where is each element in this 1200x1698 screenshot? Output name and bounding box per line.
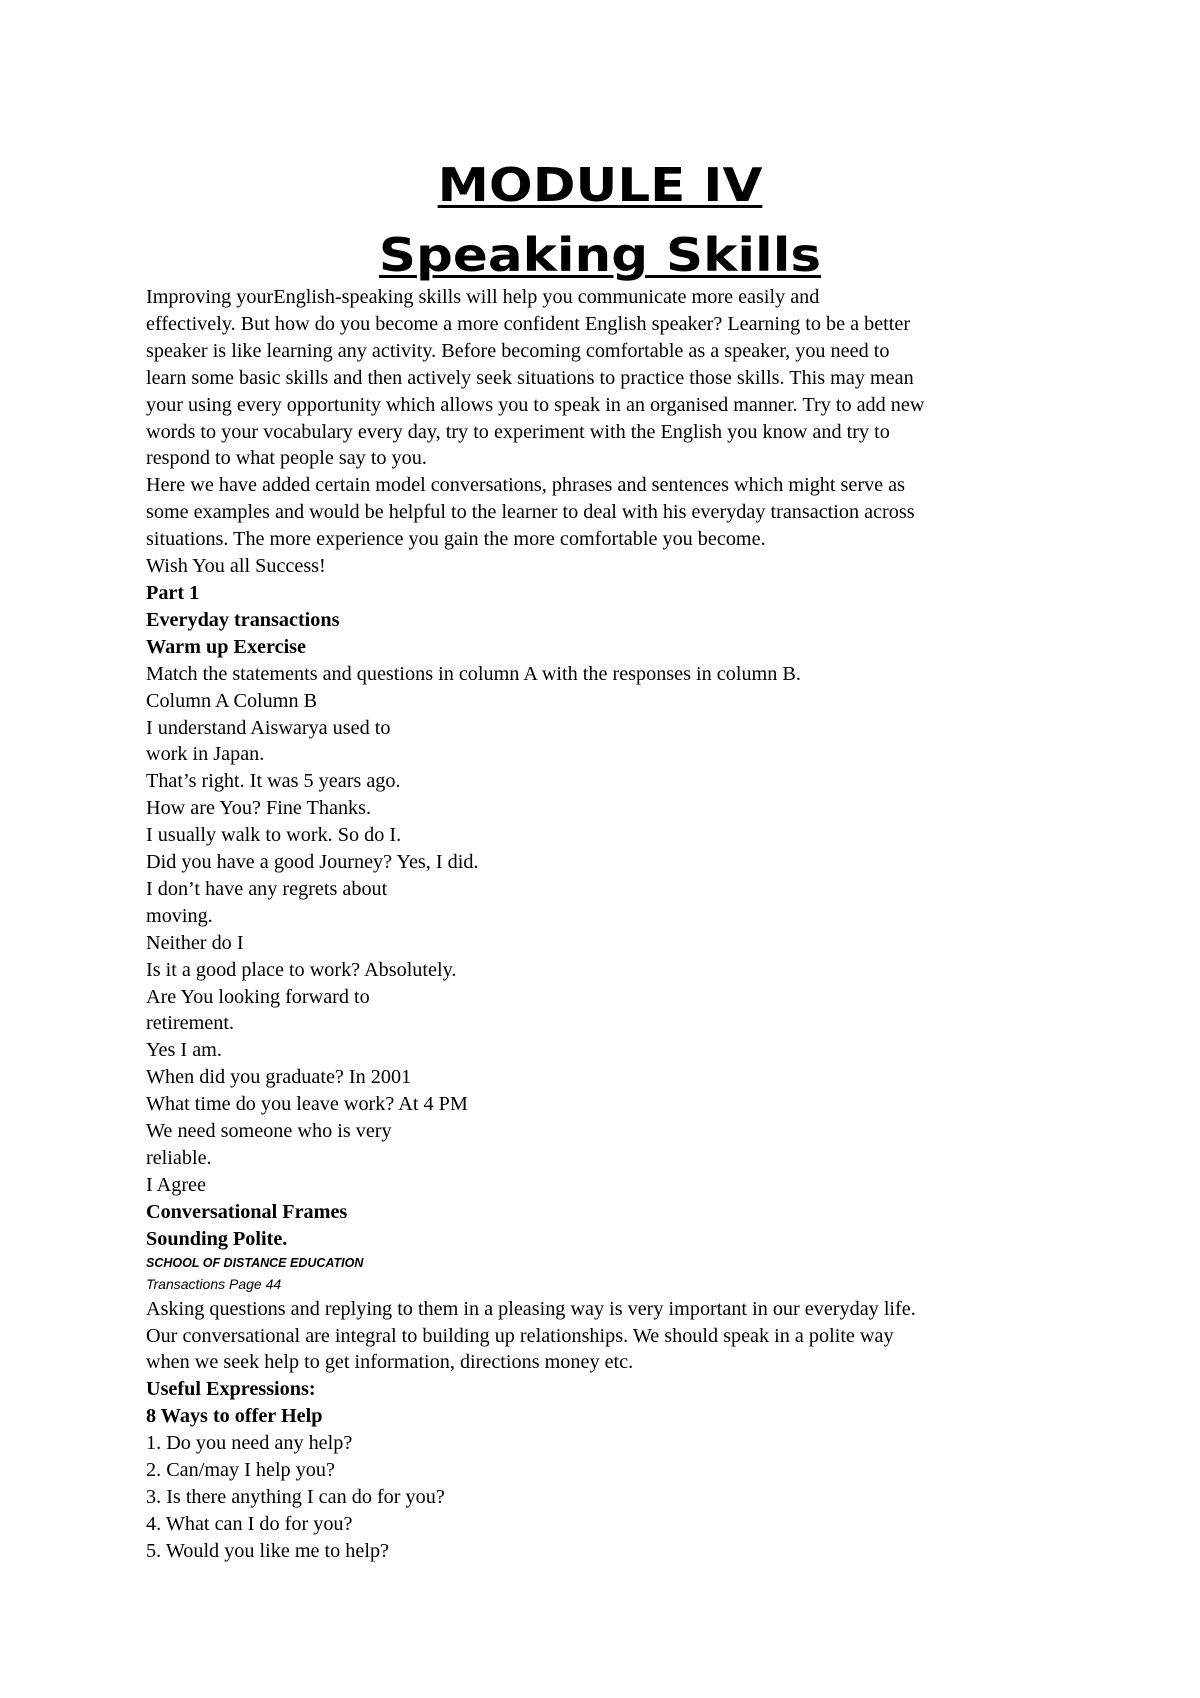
list-item: We need someone who is very	[146, 1120, 392, 1143]
expressions-heading: Useful Expressions:	[146, 1378, 316, 1401]
columns-label: Column A Column B	[146, 689, 318, 712]
document-body	[146, 284, 1066, 1565]
text-line: Our conversational are integral to building up relationships. We should speak in a polite way	[146, 1324, 894, 1347]
page-title: Speaking Skills	[378, 228, 822, 282]
list-item: work in Japan.	[146, 743, 265, 766]
list-item: That’s right. It was 5 years ago.	[146, 770, 401, 793]
text-line: speaker is like learning any activity. Before becoming comfortable as a speaker, you need to	[146, 339, 890, 362]
list-item: 5. Would you like me to help?	[146, 1539, 390, 1562]
list-item: moving.	[146, 904, 213, 927]
list-item: 4. What can I do for you?	[146, 1512, 353, 1535]
list-item: Are You looking forward to	[146, 985, 370, 1008]
list-item: Is it a good place to work? Absolutely.	[146, 958, 457, 981]
part-label: Part 1	[146, 581, 200, 604]
intro-paragraph	[146, 284, 1066, 580]
list-item: retirement.	[146, 1012, 234, 1035]
text-line: some examples and would be helpful to the learner to deal with his everyday transaction across	[146, 501, 915, 524]
list-item: 1. Do you need any help?	[146, 1432, 353, 1455]
exercise-list	[146, 715, 1066, 1199]
text-line: Improving yourEnglish-speaking skills will help you communicate more easily and	[146, 286, 820, 308]
text-line: learn some basic skills and then actively seek situations to practice those skills. This may mean	[146, 366, 914, 389]
list-item: How are You? Fine Thanks.	[146, 797, 372, 820]
school-footer: SCHOOL OF DISTANCE EDUCATION	[146, 1255, 364, 1270]
expressions-subheading: 8 Ways to offer Help	[146, 1405, 323, 1428]
list-item: I don’t have any regrets about	[146, 877, 388, 900]
page-footer: Transactions Page 44	[146, 1276, 282, 1293]
exercise-instruction: Match the statements and questions in column A with the responses in column B.	[146, 662, 801, 685]
module-title: MODULE IV	[437, 158, 763, 212]
list-item: Yes I am.	[146, 1039, 222, 1062]
polite-paragraph	[146, 1296, 1066, 1377]
text-line: situations. The more experience you gain the more comfortable you become.	[146, 528, 766, 551]
list-item: 3. Is there anything I can do for you?	[146, 1485, 445, 1508]
exercise-heading: Warm up Exercise	[146, 635, 306, 658]
text-line: Wish You all Success!	[146, 555, 326, 578]
list-item: I usually walk to work. So do I.	[146, 824, 402, 847]
document-header	[0, 150, 1200, 290]
text-line: Asking questions and replying to them in a pleasing way is very important in our everyday life.	[146, 1297, 916, 1320]
text-line: Here we have added certain model conversations, phrases and sentences which might serve as	[146, 474, 905, 497]
list-item: I Agree	[146, 1173, 206, 1196]
text-line: words to your vocabulary every day, try to experiment with the English you know and try to	[146, 420, 890, 443]
list-item: When did you graduate? In 2001	[146, 1066, 412, 1089]
section-heading: Everyday transactions	[146, 608, 340, 631]
text-line: when we seek help to get information, directions money etc.	[146, 1351, 634, 1374]
frames-heading: Conversational Frames	[146, 1200, 348, 1223]
text-line: your using every opportunity which allows you to speak in an organised manner. Try to add new	[146, 393, 925, 416]
list-item: reliable.	[146, 1147, 212, 1169]
list-item: I understand Aiswarya used to	[146, 716, 391, 739]
list-item: Did you have a good Journey? Yes, I did.	[146, 851, 479, 874]
text-line: effectively. But how do you become a more confident English speaker? Learning to be a better	[146, 312, 911, 335]
text-line: respond to what people say to you.	[146, 447, 427, 470]
list-item: What time do you leave work? At 4 PM	[146, 1093, 468, 1116]
frames-subheading: Sounding Polite.	[146, 1227, 288, 1250]
list-item: 2. Can/may I help you?	[146, 1459, 335, 1482]
help-list	[146, 1430, 1066, 1565]
list-item: Neither do I	[146, 931, 244, 954]
